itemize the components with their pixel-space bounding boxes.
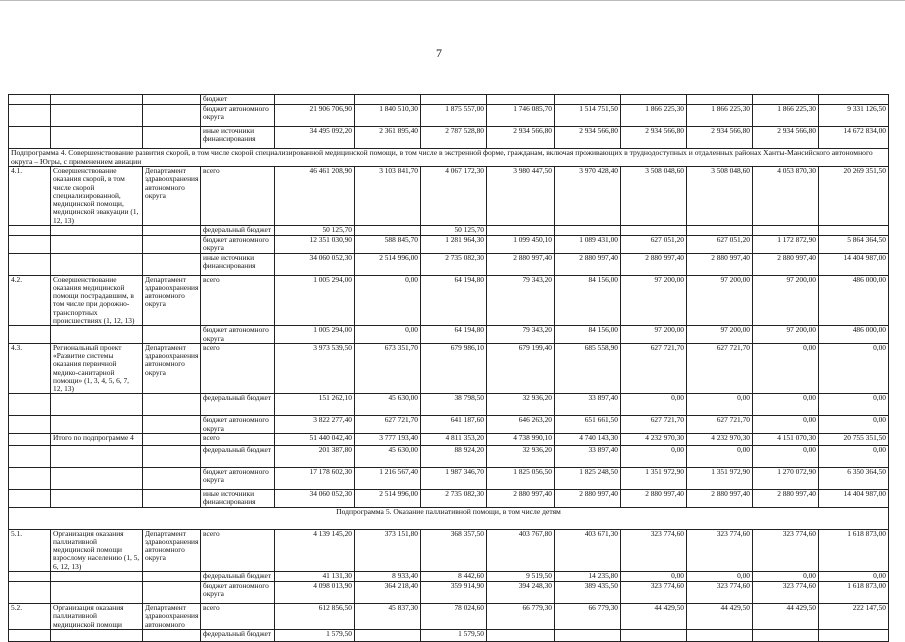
measure-name-cell	[51, 394, 143, 416]
amount-cell: 14 404 987,00	[819, 253, 889, 275]
table-row	[9, 604, 889, 630]
amount-cell: 0,00	[753, 416, 819, 434]
amount-cell: 685 558,90	[555, 343, 621, 394]
amount-cell	[687, 225, 753, 235]
amount-cell: 4 053 870,30	[753, 167, 819, 226]
funding-source-cell: бюджет автономного округа	[201, 582, 275, 604]
amount-cell: 45 630,00	[355, 446, 421, 468]
measure-name-cell	[51, 582, 143, 604]
amount-cell: 368 357,50	[421, 529, 487, 571]
amount-cell: 20 755 351,50	[819, 434, 889, 446]
amount-cell: 33 897,40	[555, 446, 621, 468]
amount-cell: 32 936,20	[487, 394, 555, 416]
amount-cell: 627 721,70	[621, 416, 687, 434]
amount-cell: 2 880 997,40	[621, 253, 687, 275]
responsible-cell	[143, 434, 201, 446]
subprogram-header	[9, 149, 889, 167]
amount-cell: 641 187,60	[421, 416, 487, 434]
row-number-cell: 4.2.	[9, 275, 51, 326]
responsible-cell: Департамент здравоохранения автономного округа	[143, 529, 201, 571]
amount-cell: 0,00	[753, 572, 819, 582]
funding-source-cell: всего	[201, 275, 275, 326]
table-row	[9, 416, 889, 434]
amount-cell: 323 774,60	[753, 529, 819, 571]
amount-cell: 14 235,80	[555, 572, 621, 582]
measure-name-cell	[51, 468, 143, 490]
funding-source-cell: федеральный бюджет	[201, 225, 275, 235]
amount-cell: 3 103 841,70	[355, 167, 421, 226]
table-row	[9, 253, 889, 275]
amount-cell: 1 866 225,30	[621, 105, 687, 127]
amount-cell: 33 897,40	[555, 394, 621, 416]
measure-name-cell	[51, 326, 143, 344]
amount-cell	[355, 225, 421, 235]
funding-source-cell: бюджет автономного округа	[201, 416, 275, 434]
amount-cell: 151 262,10	[275, 394, 355, 416]
row-number-cell	[9, 253, 51, 275]
funding-source-cell: всего	[201, 167, 275, 226]
amount-cell: 0,00	[355, 275, 421, 326]
amount-cell: 64 194,80	[421, 326, 487, 344]
amount-cell: 1 351 972,90	[687, 468, 753, 490]
funding-source-cell: бюджет автономного округа	[201, 235, 275, 253]
amount-cell: 627 721,70	[687, 343, 753, 394]
amount-cell: 2 514 996,00	[355, 490, 421, 508]
amount-cell: 2 787 528,80	[421, 127, 487, 149]
amount-cell: 364 218,40	[355, 582, 421, 604]
row-number-cell: 5.2.	[9, 604, 51, 630]
amount-cell: 1 089 431,00	[555, 235, 621, 253]
amount-cell	[487, 225, 555, 235]
table-body	[9, 95, 889, 642]
table-row	[9, 105, 889, 127]
funding-source-cell: иные источники финансирования	[201, 253, 275, 275]
row-number-cell	[9, 572, 51, 582]
amount-cell: 32 936,20	[487, 446, 555, 468]
amount-cell: 627 051,20	[621, 235, 687, 253]
amount-cell: 1 825 056,50	[487, 468, 555, 490]
amount-cell: 1 875 557,00	[421, 105, 487, 127]
amount-cell: 2 934 566,80	[621, 127, 687, 149]
page-number: 7	[436, 46, 442, 60]
amount-cell: 3 777 193,40	[355, 434, 421, 446]
scan-edge	[0, 0, 905, 5]
row-number-cell	[9, 95, 51, 105]
amount-cell: 78 024,60	[421, 604, 487, 630]
amount-cell: 0,00	[621, 394, 687, 416]
row-number-cell	[9, 446, 51, 468]
amount-cell: 97 200,00	[621, 275, 687, 326]
amount-cell: 1 005 294,00	[275, 326, 355, 344]
amount-cell: 2 735 082,30	[421, 253, 487, 275]
amount-cell	[555, 95, 621, 105]
amount-cell: 1 005 294,00	[275, 275, 355, 326]
amount-cell: 14 672 834,00	[819, 127, 889, 149]
row-number-cell	[9, 582, 51, 604]
amount-cell: 1 099 450,10	[487, 235, 555, 253]
amount-cell: 64 194,80	[421, 275, 487, 326]
amount-cell	[621, 225, 687, 235]
amount-cell: 2 735 082,30	[421, 490, 487, 508]
measure-name-cell	[51, 95, 143, 105]
measure-name-cell	[51, 416, 143, 434]
table-row	[9, 434, 889, 446]
responsible-cell: Департамент здравоохранения автономного округа	[143, 275, 201, 326]
amount-cell: 66 779,30	[555, 604, 621, 630]
table-row	[9, 95, 889, 105]
amount-cell: 50 125,70	[421, 225, 487, 235]
amount-cell: 34 060 052,30	[275, 253, 355, 275]
amount-cell: 486 000,00	[819, 275, 889, 326]
amount-cell: 2 880 997,40	[487, 490, 555, 508]
amount-cell: 20 269 351,50	[819, 167, 889, 226]
amount-cell: 2 934 566,80	[753, 127, 819, 149]
funding-source-cell: бюджет автономного округа	[201, 468, 275, 490]
amount-cell: 1 866 225,30	[687, 105, 753, 127]
subprogram-header	[9, 507, 889, 529]
amount-cell: 97 200,00	[687, 326, 753, 344]
measure-name-cell	[51, 127, 143, 149]
amount-cell: 627 721,70	[621, 343, 687, 394]
responsible-cell	[143, 253, 201, 275]
funding-source-cell: всего	[201, 529, 275, 571]
measure-name-cell: Региональный проект «Развитие системы оказания первичной медико-санитарной помощи» (1, 3, 4, 5, 6, 7, 12, 13)	[51, 343, 143, 394]
amount-cell: 679 986,10	[421, 343, 487, 394]
amount-cell: 1 618 873,00	[819, 529, 889, 571]
amount-cell: 46 461 208,90	[275, 167, 355, 226]
funding-source-cell: иные источники финансирования	[201, 127, 275, 149]
amount-cell: 3 980 447,50	[487, 167, 555, 226]
amount-cell	[819, 225, 889, 235]
measure-name-cell: Совершенствование оказания скорой, в том числе скорой специализированной, медицинской помощи, медицинской эвакуации (1, 12, 13)	[51, 167, 143, 226]
amount-cell: 6 350 364,50	[819, 468, 889, 490]
measure-name-cell: Итого по подпрограмме 4	[51, 434, 143, 446]
amount-cell: 3 970 428,40	[555, 167, 621, 226]
amount-cell: 3 508 048,60	[687, 167, 753, 226]
amount-cell: 2 880 997,40	[753, 490, 819, 508]
amount-cell: 4 098 013,90	[275, 582, 355, 604]
amount-cell	[819, 95, 889, 105]
row-number-cell	[9, 225, 51, 235]
table-row	[9, 326, 889, 344]
table-row	[9, 225, 889, 235]
amount-cell: 45 837,30	[355, 604, 421, 630]
amount-cell: 1 216 567,40	[355, 468, 421, 490]
amount-cell: 9 519,50	[487, 572, 555, 582]
responsible-cell: Департамент здравоохранения автономного округа	[143, 167, 201, 226]
amount-cell: 0,00	[753, 446, 819, 468]
amount-cell: 373 151,80	[355, 529, 421, 571]
amount-cell: 0,00	[819, 446, 889, 468]
amount-cell	[421, 95, 487, 105]
amount-cell: 0,00	[687, 394, 753, 416]
amount-cell: 12 351 030,90	[275, 235, 355, 253]
funding-source-cell: бюджет автономного округа	[201, 105, 275, 127]
responsible-cell	[143, 326, 201, 344]
amount-cell: 2 934 566,80	[555, 127, 621, 149]
amount-cell: 17 178 602,30	[275, 468, 355, 490]
amount-cell: 3 973 539,50	[275, 343, 355, 394]
row-number-cell: 4.3.	[9, 343, 51, 394]
responsible-cell	[143, 225, 201, 235]
subprogram-title: Подпрограмма 4. Совершенствование развития скорой, в том числе скорой специализированной медицинской помощи, в том числе в экстренной форме, гражданам, включая проживающих в труднодоступных и отдаленных районах Ханты-Мансийского автономного округа – Югры, с применением авиации	[9, 149, 889, 167]
amount-cell: 84 156,00	[555, 275, 621, 326]
table-row	[9, 572, 889, 582]
amount-cell: 627 051,20	[687, 235, 753, 253]
row-number-cell: 5.1.	[9, 529, 51, 571]
amount-cell: 2 880 997,40	[687, 253, 753, 275]
amount-cell: 1 840 510,30	[355, 105, 421, 127]
amount-cell: 673 351,70	[355, 343, 421, 394]
amount-cell: 1 281 964,30	[421, 235, 487, 253]
measure-name-cell	[51, 572, 143, 582]
amount-cell	[487, 95, 555, 105]
amount-cell: 0,00	[355, 326, 421, 344]
amount-cell: 0,00	[753, 343, 819, 394]
responsible-cell	[143, 235, 201, 253]
amount-cell: 1 866 225,30	[753, 105, 819, 127]
amount-cell: 359 914,90	[421, 582, 487, 604]
row-number-cell	[9, 394, 51, 416]
amount-cell: 44 429,50	[687, 604, 753, 630]
amount-cell: 588 845,70	[355, 235, 421, 253]
amount-cell	[621, 95, 687, 105]
amount-cell: 4 740 143,30	[555, 434, 621, 446]
responsible-cell	[143, 95, 201, 105]
amount-cell	[275, 95, 355, 105]
amount-cell: 41 131,30	[275, 572, 355, 582]
table-row	[9, 446, 889, 468]
amount-cell: 0,00	[621, 446, 687, 468]
amount-cell: 45 630,00	[355, 394, 421, 416]
amount-cell: 0,00	[819, 394, 889, 416]
amount-cell: 1 579,50	[421, 629, 487, 641]
measure-name-cell	[51, 225, 143, 235]
amount-cell: 3 508 048,60	[621, 167, 687, 226]
amount-cell: 4 067 172,30	[421, 167, 487, 226]
amount-cell: 2 880 997,40	[621, 490, 687, 508]
table-row	[9, 167, 889, 226]
row-number-cell	[9, 326, 51, 344]
amount-cell: 2 880 997,40	[487, 253, 555, 275]
amount-cell: 222 147,50	[819, 604, 889, 630]
amount-cell: 4 232 970,30	[621, 434, 687, 446]
amount-cell: 8 442,60	[421, 572, 487, 582]
amount-cell: 97 200,00	[753, 326, 819, 344]
measure-name-cell	[51, 235, 143, 253]
amount-cell: 627 721,70	[687, 416, 753, 434]
amount-cell: 4 151 070,30	[753, 434, 819, 446]
budget-table	[8, 94, 889, 642]
table-row	[9, 490, 889, 508]
row-number-cell	[9, 434, 51, 446]
funding-source-cell: федеральный бюджет	[201, 629, 275, 641]
amount-cell: 79 343,20	[487, 275, 555, 326]
amount-cell: 0,00	[687, 572, 753, 582]
funding-source-cell: бюджет	[201, 95, 275, 105]
amount-cell: 612 856,50	[275, 604, 355, 630]
table-row	[9, 127, 889, 149]
amount-cell: 5 864 364,50	[819, 235, 889, 253]
row-number-cell	[9, 105, 51, 127]
amount-cell	[555, 225, 621, 235]
amount-cell: 0,00	[819, 416, 889, 434]
table-row	[9, 394, 889, 416]
amount-cell: 2 934 566,80	[687, 127, 753, 149]
amount-cell: 2 514 996,00	[355, 253, 421, 275]
amount-cell: 97 200,00	[621, 326, 687, 344]
amount-cell: 2 880 997,40	[555, 253, 621, 275]
measure-name-cell	[51, 446, 143, 468]
funding-source-cell: бюджет автономного округа	[201, 326, 275, 344]
responsible-cell	[143, 446, 201, 468]
amount-cell: 1 172 872,90	[753, 235, 819, 253]
responsible-cell: Департамент здравоохранения автономного	[143, 604, 201, 630]
funding-source-cell: всего	[201, 343, 275, 394]
responsible-cell	[143, 416, 201, 434]
amount-cell: 3 822 277,40	[275, 416, 355, 434]
amount-cell: 2 880 997,40	[687, 490, 753, 508]
funding-source-cell: всего	[201, 604, 275, 630]
amount-cell: 50 125,70	[275, 225, 355, 235]
amount-cell: 97 200,00	[687, 275, 753, 326]
funding-source-cell: иные источники финансирования	[201, 490, 275, 508]
amount-cell: 14 404 987,00	[819, 490, 889, 508]
table-row	[9, 468, 889, 490]
amount-cell: 1 351 972,90	[621, 468, 687, 490]
amount-cell: 651 661,50	[555, 416, 621, 434]
amount-cell: 1 618 873,00	[819, 582, 889, 604]
amount-cell: 403 671,30	[555, 529, 621, 571]
table-row	[9, 343, 889, 394]
amount-cell: 1 270 072,90	[753, 468, 819, 490]
table-row	[9, 529, 889, 571]
amount-cell: 4 811 353,20	[421, 434, 487, 446]
amount-cell: 323 774,60	[621, 529, 687, 571]
amount-cell: 4 738 990,10	[487, 434, 555, 446]
amount-cell: 627 721,70	[355, 416, 421, 434]
funding-source-cell: федеральный бюджет	[201, 394, 275, 416]
amount-cell: 51 440 042,40	[275, 434, 355, 446]
table-row	[9, 235, 889, 253]
measure-name-cell	[51, 105, 143, 127]
responsible-cell	[143, 582, 201, 604]
amount-cell: 201 387,80	[275, 446, 355, 468]
table-row	[9, 275, 889, 326]
amount-cell	[753, 225, 819, 235]
amount-cell: 2 361 895,40	[355, 127, 421, 149]
amount-cell: 0,00	[819, 343, 889, 394]
row-number-cell	[9, 127, 51, 149]
responsible-cell	[143, 394, 201, 416]
responsible-cell	[143, 468, 201, 490]
row-number-cell	[9, 490, 51, 508]
measure-name-cell	[51, 253, 143, 275]
measure-name-cell: Совершенствование оказания медицинской помощи пострадавшим, в том числе при дорожно-транспортных происшествиях (1, 12, 13)	[51, 275, 143, 326]
amount-cell: 679 199,40	[487, 343, 555, 394]
amount-cell: 323 774,60	[753, 582, 819, 604]
amount-cell: 34 060 052,30	[275, 490, 355, 508]
amount-cell: 44 429,50	[753, 604, 819, 630]
amount-cell: 9 331 126,50	[819, 105, 889, 127]
measure-name-cell	[51, 490, 143, 508]
amount-cell: 1 514 751,50	[555, 105, 621, 127]
amount-cell: 323 774,60	[687, 582, 753, 604]
amount-cell: 88 924,20	[421, 446, 487, 468]
amount-cell: 44 429,50	[621, 604, 687, 630]
amount-cell: 97 200,00	[753, 275, 819, 326]
amount-cell: 394 248,30	[487, 582, 555, 604]
amount-cell: 323 774,60	[621, 582, 687, 604]
amount-cell: 34 495 092,20	[275, 127, 355, 149]
amount-cell: 1 825 248,50	[555, 468, 621, 490]
amount-cell: 646 263,20	[487, 416, 555, 434]
amount-cell: 0,00	[819, 572, 889, 582]
amount-cell: 1 579,50	[275, 629, 355, 641]
amount-cell: 84 156,00	[555, 326, 621, 344]
row-number-cell	[9, 416, 51, 434]
responsible-cell	[143, 490, 201, 508]
amount-cell: 0,00	[621, 572, 687, 582]
amount-cell	[687, 95, 753, 105]
funding-source-cell: федеральный бюджет	[201, 446, 275, 468]
amount-cell: 79 343,20	[487, 326, 555, 344]
amount-cell: 389 435,50	[555, 582, 621, 604]
row-number-cell	[9, 468, 51, 490]
amount-cell	[355, 95, 421, 105]
responsible-cell	[143, 105, 201, 127]
amount-cell: 66 779,30	[487, 604, 555, 630]
amount-cell: 323 774,60	[687, 529, 753, 571]
amount-cell: 4 232 970,30	[687, 434, 753, 446]
amount-cell: 1 987 346,70	[421, 468, 487, 490]
amount-cell: 1 746 085,70	[487, 105, 555, 127]
row-number-cell	[9, 235, 51, 253]
amount-cell: 0,00	[753, 394, 819, 416]
table-row	[9, 582, 889, 604]
row-number-cell: 4.1.	[9, 167, 51, 226]
amount-cell	[753, 95, 819, 105]
measure-name-cell: Организация оказания паллиативной медицинской помощи	[51, 604, 143, 630]
responsible-cell	[143, 127, 201, 149]
amount-cell: 403 767,80	[487, 529, 555, 571]
amount-cell: 38 798,50	[421, 394, 487, 416]
amount-cell: 2 880 997,40	[555, 490, 621, 508]
amount-cell: 8 933,40	[355, 572, 421, 582]
funding-source-cell: федеральный бюджет	[201, 572, 275, 582]
measure-name-cell: Организация оказания паллиативной медицинской помощи взрослому населению (1, 5, 6, 12, 13)	[51, 529, 143, 571]
amount-cell: 486 000,00	[819, 326, 889, 344]
amount-cell: 2 934 566,80	[487, 127, 555, 149]
subprogram-title: Подпрограмма 5. Оказание паллиативной помощи, в том числе детям	[9, 507, 889, 529]
funding-source-cell: всего	[201, 434, 275, 446]
responsible-cell	[143, 572, 201, 582]
amount-cell: 4 139 145,20	[275, 529, 355, 571]
amount-cell: 0,00	[687, 446, 753, 468]
amount-cell: 21 906 706,90	[275, 105, 355, 127]
amount-cell: 2 880 997,40	[753, 253, 819, 275]
responsible-cell: Департамент здравоохранения автономного округа	[143, 343, 201, 394]
